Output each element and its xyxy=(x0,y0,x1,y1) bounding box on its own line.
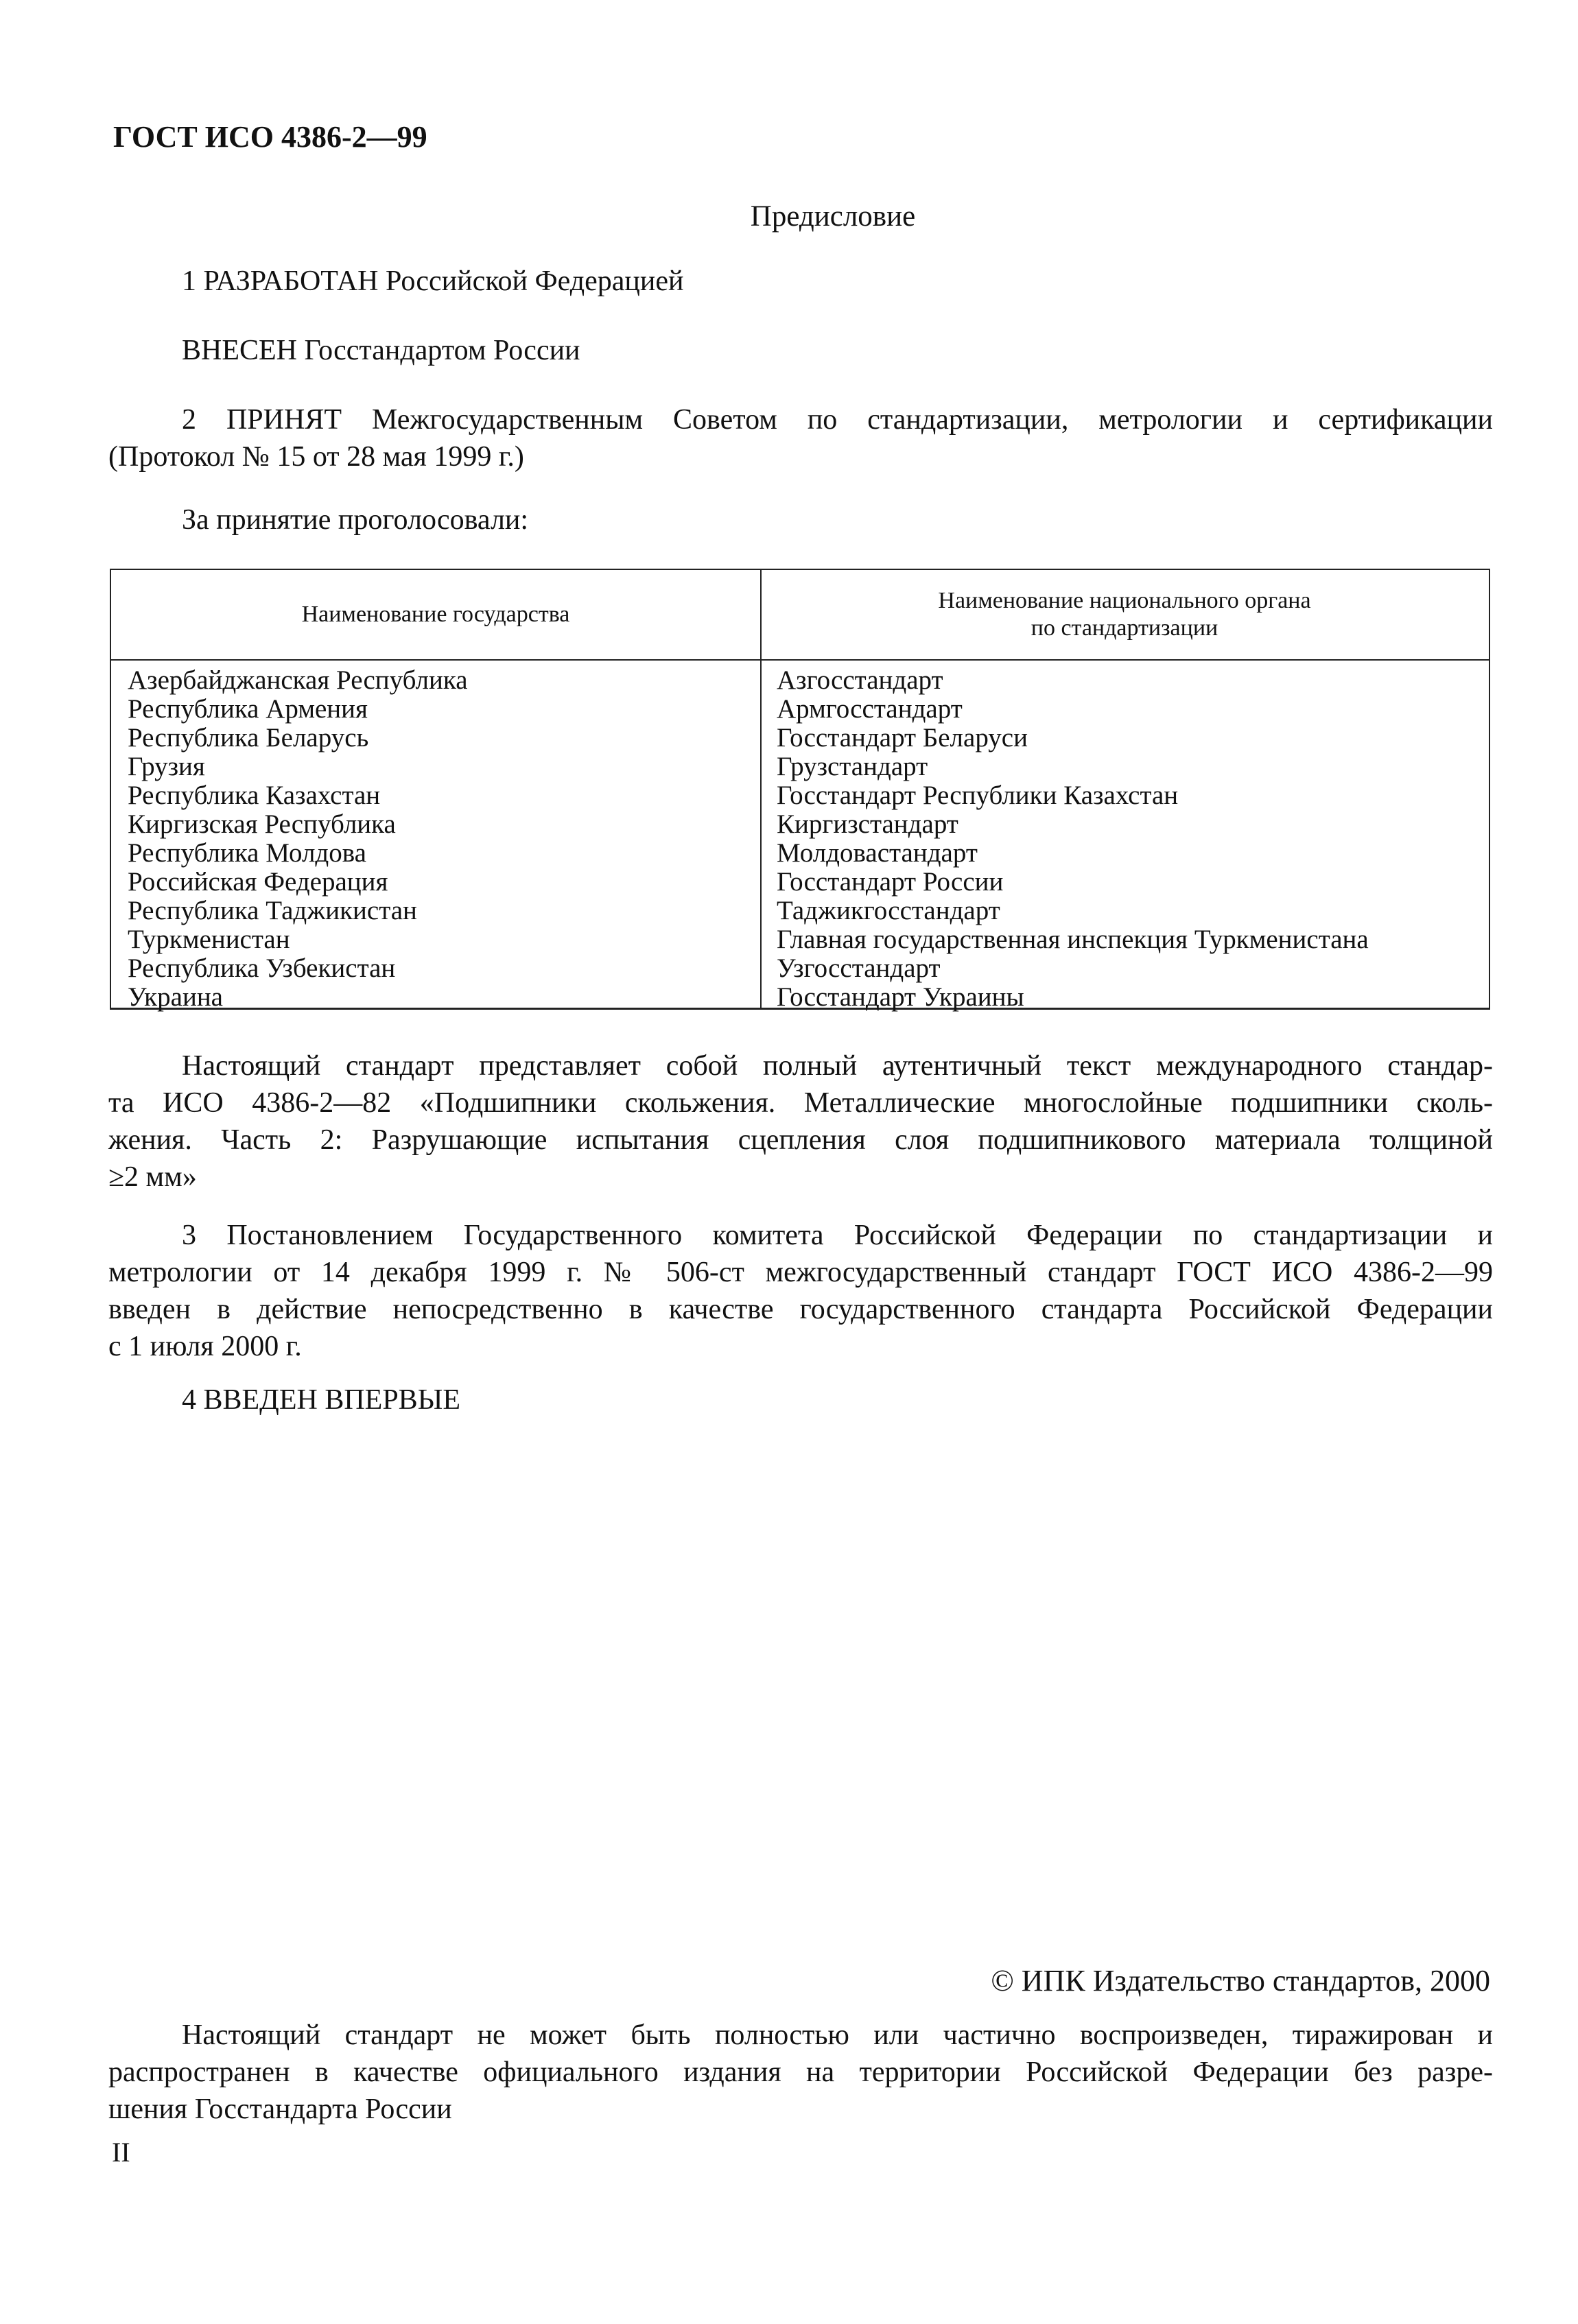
voted-label: За принятие проголосовали: xyxy=(182,504,529,536)
table-cell-state: Республика Таджикистан xyxy=(128,896,417,925)
reproduction-line: шения Госстандарта России xyxy=(108,2094,452,2125)
copyright-notice: © ИПК Издательство стандартов, 2000 xyxy=(991,1964,1490,1997)
table-cell-state: Азербайджанская Республика xyxy=(128,665,468,695)
reproduction-notice xyxy=(108,2017,1493,2128)
table-cell-national-body: Грузстандарт xyxy=(777,752,928,781)
table-header-national-body xyxy=(760,570,1489,659)
table-cell-national-body: Таджикгосстандарт xyxy=(777,896,1000,925)
foreword-heading: Предисловие xyxy=(750,200,916,233)
table-cell-national-body: Киргизстандарт xyxy=(777,809,958,839)
table-cell-national-body: Главная государственная инспекция Туркменистана xyxy=(777,925,1369,954)
table-cell-state: Киргизская Республика xyxy=(128,809,396,839)
reproduction-line: Настоящий стандарт не может быть полностью или частично воспроизведен, тиражирован и xyxy=(182,2019,1493,2051)
table-cell-state: Туркменистан xyxy=(128,925,290,954)
standard-description-line: та ИСО 4386-2—82 «Подшипники скольжения. Металлические многослойные подшипники сколь- xyxy=(108,1087,1493,1119)
item-2-line: (Протокол № 15 от 28 мая 1999 г.) xyxy=(108,441,524,473)
document-title: ГОСТ ИСО 4386-2—99 xyxy=(113,120,427,154)
table-cell-national-body: Госстандарт Республики Казахстан xyxy=(777,781,1179,810)
standard-description-line: Настоящий стандарт представляет собой полный аутентичный текст международного стандар- xyxy=(182,1050,1493,1082)
table-cell-national-body: Азгосстандарт xyxy=(777,665,943,695)
table-cell-national-body: Госстандарт Беларуси xyxy=(777,723,1028,752)
item-3-line: введен в действие непосредственно в качестве государственного стандарта Российской Федерации xyxy=(108,1294,1493,1325)
table-cell-state: Республика Казахстан xyxy=(128,781,381,810)
table-column-states xyxy=(128,666,468,1012)
table-cell-national-body: Молдовастандарт xyxy=(777,838,978,868)
table-header-state: Наименование государства xyxy=(301,602,570,627)
table-column-bodies xyxy=(777,666,1369,1012)
table-cell-state: Российская Федерация xyxy=(128,867,388,897)
table-cell-state: Республика Беларусь xyxy=(128,723,369,752)
table-cell-state: Грузия xyxy=(128,752,205,781)
item-3-enactment xyxy=(108,1217,1493,1365)
standard-description xyxy=(108,1047,1493,1196)
item-2-adopted xyxy=(108,401,1493,475)
standard-description-line: ≥2 мм» xyxy=(108,1161,197,1193)
table-header-divider xyxy=(111,659,1489,661)
table-cell-state: Украина xyxy=(128,982,223,1012)
table-cell-national-body: Узгосстандарт xyxy=(777,953,941,983)
table-cell-state: Республика Узбекистан xyxy=(128,953,396,983)
item-3-line: метрологии от 14 декабря 1999 г. № 506-ст межгосударственный стандарт ГОСТ ИСО 4386-2—99 xyxy=(108,1257,1493,1288)
table-cell-national-body: Армгосстандарт xyxy=(777,694,963,724)
item-3-line: 3 Постановлением Государственного комитета Российской Федерации по стандартизации и xyxy=(182,1220,1493,1251)
page-number: II xyxy=(112,2137,130,2168)
table-header-body-line: по стандартизации xyxy=(1031,615,1218,641)
item-4-first-introduced: 4 ВВЕДЕН ВПЕРВЫЕ xyxy=(182,1384,460,1416)
item-1-developed: 1 РАЗРАБОТАН Российской Федерацией xyxy=(182,265,684,297)
voting-table xyxy=(110,569,1490,1010)
table-header-body-line: Наименование национального органа xyxy=(938,588,1311,613)
item-3-line: с 1 июля 2000 г. xyxy=(108,1331,302,1362)
introduced-by: ВНЕСЕН Госстандартом России xyxy=(182,335,580,366)
reproduction-line: распространен в качестве официального издания на территории Российской Федерации без разре- xyxy=(108,2056,1493,2088)
item-2-line: 2 ПРИНЯТ Межгосударственным Советом по стандартизации, метрологии и сертификации xyxy=(182,404,1493,436)
standard-description-line: жения. Часть 2: Разрушающие испытания сцепления слоя подшипникового материала толщиной xyxy=(108,1124,1493,1156)
table-cell-state: Республика Армения xyxy=(128,694,368,724)
table-cell-national-body: Госстандарт Украины xyxy=(777,982,1024,1012)
table-cell-national-body: Госстандарт России xyxy=(777,867,1004,897)
table-cell-state: Республика Молдова xyxy=(128,838,366,868)
